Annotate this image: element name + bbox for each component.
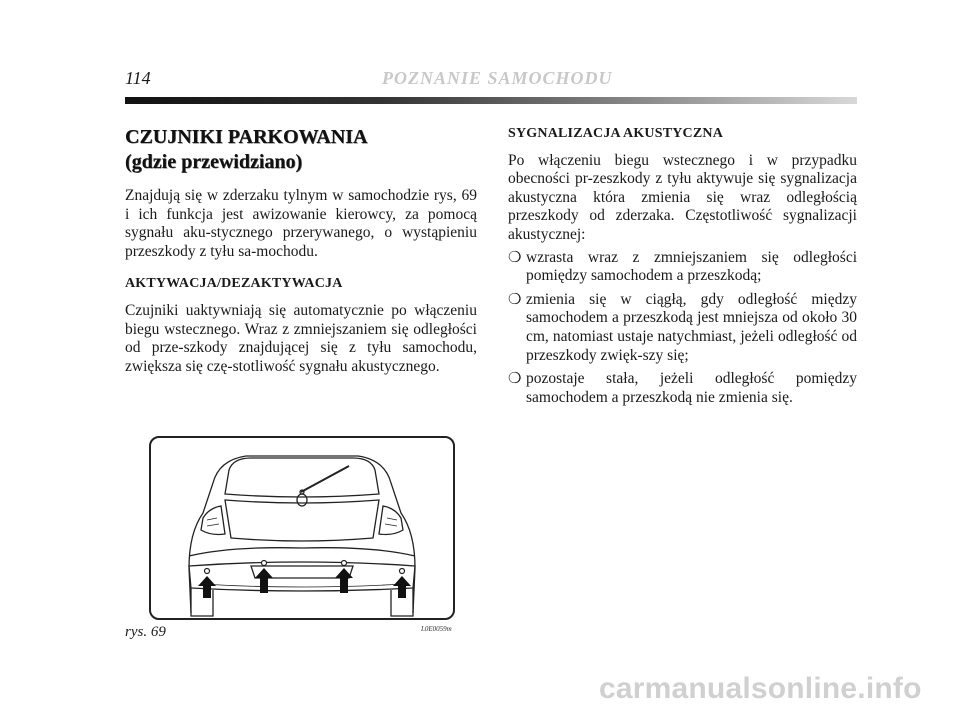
list-item (508, 291, 857, 365)
section-title: POZNANIE SAMOCHODU (382, 68, 613, 88)
list-item-text: zmienia się w ciągłą, gdy odległość między samochodem a przeszkodą jest mniejsza od około 30 cm, natomiast ustaje natychmiast, jeżeli odległość od przeszkody zwięk-szy się; (526, 290, 857, 364)
frequency-list (508, 249, 857, 408)
right-column (508, 125, 857, 412)
bullet-circle-icon: ❍ (508, 371, 522, 388)
main-title-line1: CZUJNIKI PARKOWANIA (125, 126, 368, 148)
activation-heading: AKTYWACJA/DEZAKTYWACJA (125, 276, 343, 292)
list-item (508, 249, 857, 286)
left-column (125, 125, 477, 376)
figure-caption: rys. 69 (125, 624, 166, 640)
intro-paragraph: Znajdują się w zderzaku tylnym w samochodzie rys, 69 i ich funkcja jest awizowanie kierowcy, za pomocą sygnału aku-stycznego przerywanego, o wystąpieniu przeszkody z tyłu sa-mochodu. (125, 187, 477, 260)
list-item (508, 370, 857, 407)
list-item-text: pozostaje stała, jeżeli odległość pomiędzy samochodem a przeszkodą nie zmienia się. (526, 370, 857, 406)
header-rule (125, 97, 857, 104)
acoustic-intro: Po włączeniu biegu wstecznego i w przypadku obecności pr-zeszkody z tyłu aktywuje się sygnalizacja akustyczna która zmienia się wraz odległością przeszkody od zderzaka. Częstotliwość sygnalizacji akustycznej: (508, 151, 857, 243)
main-title (125, 125, 477, 175)
activation-paragraph: Czujniki uaktywniają się automatycznie po włączeniu biegu wstecznego. Wraz z zmniejszaniem się odległości od prze-szkody znajdującej się z tyłu samochodu, zwiększa się czę-stotliwość sygnału akustycznego. (125, 301, 477, 375)
car-rear-parking-sensors-illustration (151, 438, 453, 618)
bullet-circle-icon: ❍ (508, 291, 522, 308)
page-number: 114 (125, 68, 151, 88)
bullet-circle-icon: ❍ (508, 249, 522, 266)
watermark: carmanualsonline.info (599, 672, 922, 705)
figure-car-rear (149, 436, 455, 620)
acoustic-heading: SYGNALIZACJA AKUSTYCZNA (508, 126, 724, 141)
list-item-text: wzrasta wraz z zmniejszaniem się odległości pomiędzy samochodem a przeszkodą; (526, 248, 857, 285)
figure-code: L0E0059m (421, 625, 452, 633)
main-title-line2: (gdzie przewidziano) (125, 151, 303, 173)
